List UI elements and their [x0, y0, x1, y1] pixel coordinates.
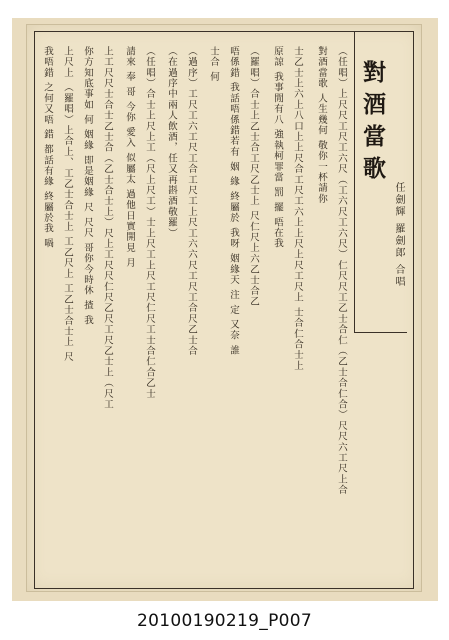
page-border — [34, 31, 414, 589]
lyric-column: 上尺上 （羅唱）上合上、工乙士合士上 工乙尺上 工乙士合士上 尺 — [62, 46, 73, 363]
lyric-column: 上工尺尺士合士乙士合（乙士合士上）尺上工尺尺仁尺乙尺工尺乙士上（尺工 — [102, 46, 113, 410]
lyric-column: 原諒 我事閒有八 強執柯罪當 罰 擺 唔在我 — [272, 46, 283, 249]
title-box — [354, 32, 407, 333]
lyric-column: 你方知底事如 何 姻緣 即是姻緣 尺 尺尺 哥你今時休 揸 我 — [82, 46, 93, 326]
lyric-column: 請來 奉 哥 今你 愛入 似屬太 過他日實開見 月 — [124, 46, 135, 269]
image-caption: 20100190219_P007 — [137, 611, 312, 631]
lyric-column: 士合 何 — [208, 46, 219, 83]
song-author: 任劍輝 羅劍郎 合唱 — [393, 182, 404, 289]
lyric-column: 我唔錯 之何又唔 錯 都話有緣 終屬於我 喎 — [42, 46, 53, 249]
song-title: 對酒當歌 — [359, 60, 386, 188]
lyric-column: 士乙士上六上八口上上尺合工尺工六上上尺上尺工尺上 士合仁合士上 — [292, 46, 303, 372]
lyric-column: 唔係錯 我話唔係錯若有 姻 緣 終屬於 我呀 姻緣天 注 定 又奈 誰 — [228, 46, 239, 356]
lyric-column: （任唱）合士上尺上工（尺上尺工）士上尺工上尺工尺仁尺工士合仁合乙士 — [144, 46, 155, 400]
lyric-column: 對酒當歌 人生幾何 敬你一杯請你 — [316, 46, 327, 205]
lyric-column: （在過序中兩人飲酒，任又再斟酒敬羅） — [166, 46, 177, 239]
paper-sheet — [26, 24, 422, 592]
scanned-page — [12, 18, 438, 601]
lyric-column: （羅唱）合士上乙士合工尺乙士上 尺仁尺上六乙士合乙 — [248, 46, 259, 308]
lyric-column: （過序）工尺工六工尺工合工尺工上尺工六六尺工尺工合尺乙士合 — [186, 46, 197, 357]
lyric-column: （任唱）上尺尺工尺工六尺（工六尺工六尺）仁尺尺工乙士合仁（乙士合仁合）尺尺六工尺上合 — [336, 46, 347, 496]
